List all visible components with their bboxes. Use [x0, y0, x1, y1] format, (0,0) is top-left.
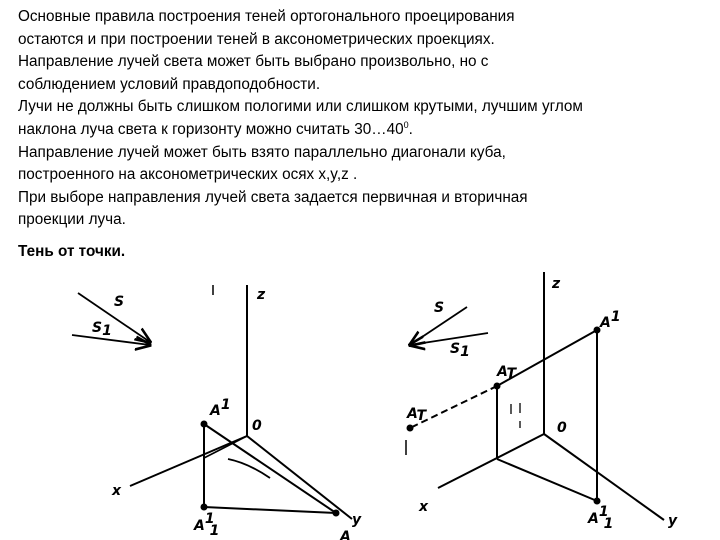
left-point-at [333, 510, 340, 517]
section-title: Тень от точки. [18, 243, 126, 260]
right-label-s1: S1 [450, 341, 470, 360]
left-label-a1: A1 [210, 397, 231, 419]
text-line-9: При выборе направления лучей света задается первичная и вторичная [18, 188, 528, 206]
text-line-8: построенного на аксонометрических осях x,y,z . [18, 166, 358, 184]
left-label-at: A [340, 529, 351, 540]
left-point-a1-prime [201, 504, 208, 511]
left-ray-line [204, 424, 336, 513]
left-point-a1 [201, 421, 208, 428]
left-x-axis [130, 436, 247, 486]
text-line-5: Лучи не должны быть слишком пологими или слишком крутыми, лучшим углом [18, 98, 583, 116]
left-label-a1-prime: A1 1 [194, 511, 220, 539]
text-line-1: Основные правила построения теней ортогонального проецирования [18, 8, 515, 25]
left-label-s1: S1 [92, 320, 112, 339]
right-label-at-2: AT [407, 406, 427, 424]
right-x-axis [438, 434, 544, 488]
left-curve [228, 459, 270, 478]
text-line-6-end: . [408, 120, 413, 138]
figure-right [406, 272, 678, 532]
text-line-10: проекции луча. [18, 211, 126, 229]
text-line-7: Направление лучей может быть взято параллельно диагонали куба, [18, 143, 506, 161]
right-label-at-1: AT [497, 364, 517, 382]
left-y-axis [247, 436, 352, 519]
text-line-2: остаются и при построении теней в аксонометрических проекциях. [18, 30, 495, 48]
left-label-y: y [352, 512, 362, 528]
right-label-o: 0 [557, 420, 567, 436]
right-label-a1: A1 [600, 309, 621, 331]
left-label-o: 0 [252, 418, 262, 434]
right-ray-s1 [410, 333, 488, 345]
right-point-at-2 [407, 425, 414, 432]
text-line-4: соблюдением условий правдоподобности. [18, 75, 321, 93]
right-label-z: z [552, 276, 561, 292]
right-point-at-1 [494, 383, 501, 390]
right-label-a1-prime: A1 1 [588, 504, 614, 532]
text-line-6-main: наклона луча света к горизонту можно считать 30…40 [18, 120, 404, 138]
right-label-y: y [668, 513, 678, 529]
left-label-s: S [114, 294, 125, 310]
degree-superscript: 0 [403, 119, 409, 130]
right-base-line [497, 459, 597, 501]
left-horizontal-projector [204, 507, 336, 513]
left-label-x: x [112, 483, 122, 499]
right-label-x: x [419, 499, 429, 515]
text-line-3: Направление лучей света может быть выбрано произвольно, но с [18, 53, 489, 71]
left-label-z: z [257, 287, 266, 303]
figure-left [72, 285, 362, 540]
right-label-s: S [434, 300, 445, 316]
